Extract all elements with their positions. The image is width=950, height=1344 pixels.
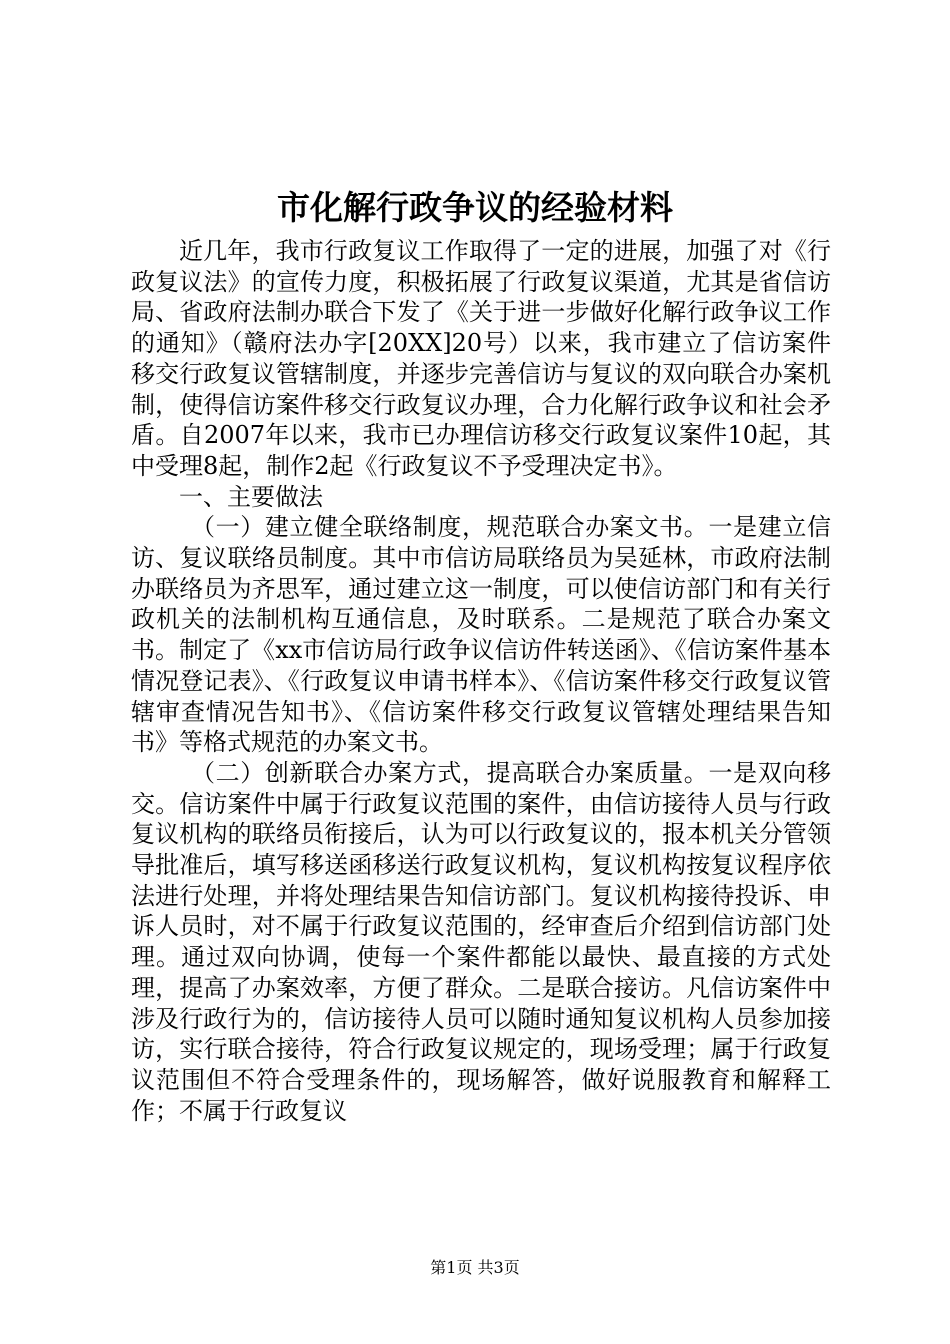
paragraph-intro: 近几年，我市行政复议工作取得了一定的进展，加强了对《行政复议法》的宣传力度，积极拓展了行政复议渠道，尤其是省信访局、省政府法制办联合下发了《关于进一步做好化解行政争议工作的通知》（赣府法办字[20XX]20号）以来，我市建立了信访案件移交行政复议管辖制度，并逐步完善信访与复议的双向联合办案机制，使得信访案件移交行政复议办理，合力化解行政争议和社会矛盾。自2007年以来，我市已办理信访移交行政复议案件10起，其中受理8起，制作2起《行政复议不予受理决定书》。 (131, 237, 831, 480)
paragraph-subsection-2: （二）创新联合办案方式，提高联合办案质量。一是双向移交。信访案件中属于行政复议范围的案件，由信访接待人员与行政复议机构的联络员衔接后，认为可以行政复议的，报本机关分管领导批准后，填写移送函移送行政复议机构，复议机构按复议程序依法进行处理，并将处理结果告知信访部门。复议机构接待投诉、申诉人员时，对不属于行政复议范围的，经审查后介绍到信访部门处理。通过双向协调，使每一个案件都能以最快、最直接的方式处理，提高了办案效率，方便了群众。二是联合接访。凡信访案件中涉及行政行为的，信访接待人员可以随时通知复议机构人员参加接访，实行联合接待，符合行政复议规定的，现场受理；属于行政复议范围但不符合受理条件的，现场解答，做好说服教育和解释工作；不属于行政复议 (131, 758, 831, 1125)
document-body (131, 236, 831, 1126)
paragraph-subsection-1: （一）建立健全联络制度，规范联合办案文书。一是建立信访、复议联络员制度。其中市信访局联络员为吴延林，市政府法制办联络员为齐思军，通过建立这一制度，可以使信访部门和有关行政机关的法制机构互通信息，及时联系。二是规范了联合办案文书。制定了《xx市信访局行政争议信访件转送函》、《信访案件基本情况登记表》、《行政复议申请书样本》、《信访案件移交行政复议管辖审查情况告知书》、《信访案件移交行政复议管辖处理结果告知书》等格式规范的办案文书。 (131, 513, 831, 757)
page-footer: 第1页 共3页 (430, 1258, 520, 1277)
document-title: 市化解行政争议的经验材料 (277, 188, 673, 227)
section-heading: 一、主要做法 (179, 482, 323, 511)
